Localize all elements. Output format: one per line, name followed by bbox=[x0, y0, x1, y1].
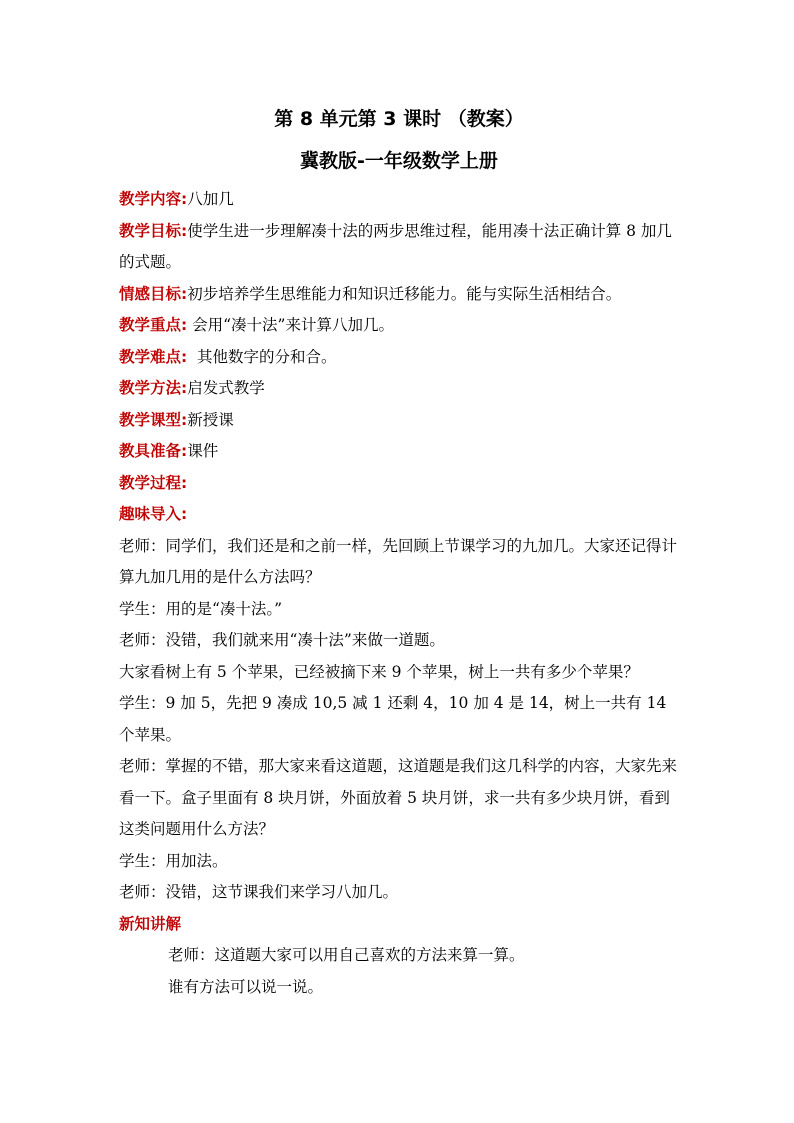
field-label: 教学目标: bbox=[119, 221, 188, 240]
section-label: 新知讲解 bbox=[119, 914, 182, 933]
document-title: 第 8 单元第 3 课时 （教案） bbox=[274, 108, 524, 130]
field-label: 教学难点: bbox=[119, 347, 188, 366]
dialogue-line: 学生：9 加 5，先把 9 凑成 10,5 减 1 还剩 4，10 加 4 是 14，树上一共有 14 个苹果。 bbox=[119, 694, 667, 744]
explanation-line: 老师：这道题大家可以用自己喜欢的方法来算一算。 bbox=[168, 946, 525, 964]
field-value: 课件 bbox=[187, 442, 219, 460]
field-value: 八加几 bbox=[187, 190, 234, 208]
field-value: 会用“凑十法”来计算八加几。 bbox=[187, 316, 394, 334]
field-value: 其他数字的分和合。 bbox=[187, 347, 337, 366]
field-difficulty bbox=[119, 342, 679, 374]
field-lesson-type bbox=[119, 405, 679, 437]
field-emotional-objective bbox=[119, 279, 679, 311]
field-content bbox=[119, 184, 679, 216]
field-label: 教学内容: bbox=[119, 190, 188, 208]
field-value: 启发式教学 bbox=[187, 379, 265, 397]
dialogue-line: 老师：同学们，我们还是和之前一样，先回顾上节课学习的九加几。大家还记得计算九加几用的是什么方法吗？ bbox=[119, 536, 678, 586]
section-intro bbox=[119, 499, 679, 531]
field-method bbox=[119, 373, 679, 405]
field-label: 教具准备: bbox=[119, 442, 188, 460]
document-content bbox=[119, 102, 679, 1003]
field-value: 新授课 bbox=[187, 410, 234, 429]
dialogue-line: 老师：没错，这节课我们来学习八加几。 bbox=[119, 883, 399, 901]
field-label: 教学方法: bbox=[119, 379, 188, 397]
section-new-knowledge bbox=[119, 909, 679, 941]
field-materials bbox=[119, 436, 679, 468]
dialogue-line: 学生：用的是“凑十法。” bbox=[119, 599, 283, 618]
field-label: 教学重点: bbox=[119, 316, 188, 334]
dialogue-line: 大家看树上有 5 个苹果，已经被摘下来 9 个苹果，树上一共有多少个苹果？ bbox=[119, 662, 639, 681]
dialogue-line: 学生：用加法。 bbox=[119, 851, 228, 870]
section-process bbox=[119, 468, 679, 500]
document-subtitle: 冀教版-一年级数学上册 bbox=[300, 150, 498, 172]
field-label: 情感目标: bbox=[119, 284, 188, 303]
field-value: 使学生进一步理解凑十法的两步思维过程，能用凑十法正确计算 8 加几的式题。 bbox=[119, 221, 672, 271]
field-key-point bbox=[119, 310, 679, 342]
explanation-line: 谁有方法可以说一说。 bbox=[168, 977, 324, 996]
field-label: 教学课型: bbox=[119, 410, 188, 429]
dialogue-line: 老师：没错，我们就来用“凑十法”来做一道题。 bbox=[119, 631, 445, 649]
section-label: 趣味导入: bbox=[119, 505, 188, 523]
section-label: 教学过程: bbox=[119, 473, 188, 492]
field-objective bbox=[119, 216, 679, 279]
field-value: 初步培养学生思维能力和知识迁移能力。能与实际生活相结合。 bbox=[187, 284, 622, 303]
dialogue-line: 老师：掌握的不错，那大家来看这道题，这道题是我们这几科学的内容，大家先来看一下。盒子里面有 8 块月饼，外面放着 5 块月饼，求一共有多少块月饼，看到这类问题用什么方法？ bbox=[119, 757, 678, 838]
